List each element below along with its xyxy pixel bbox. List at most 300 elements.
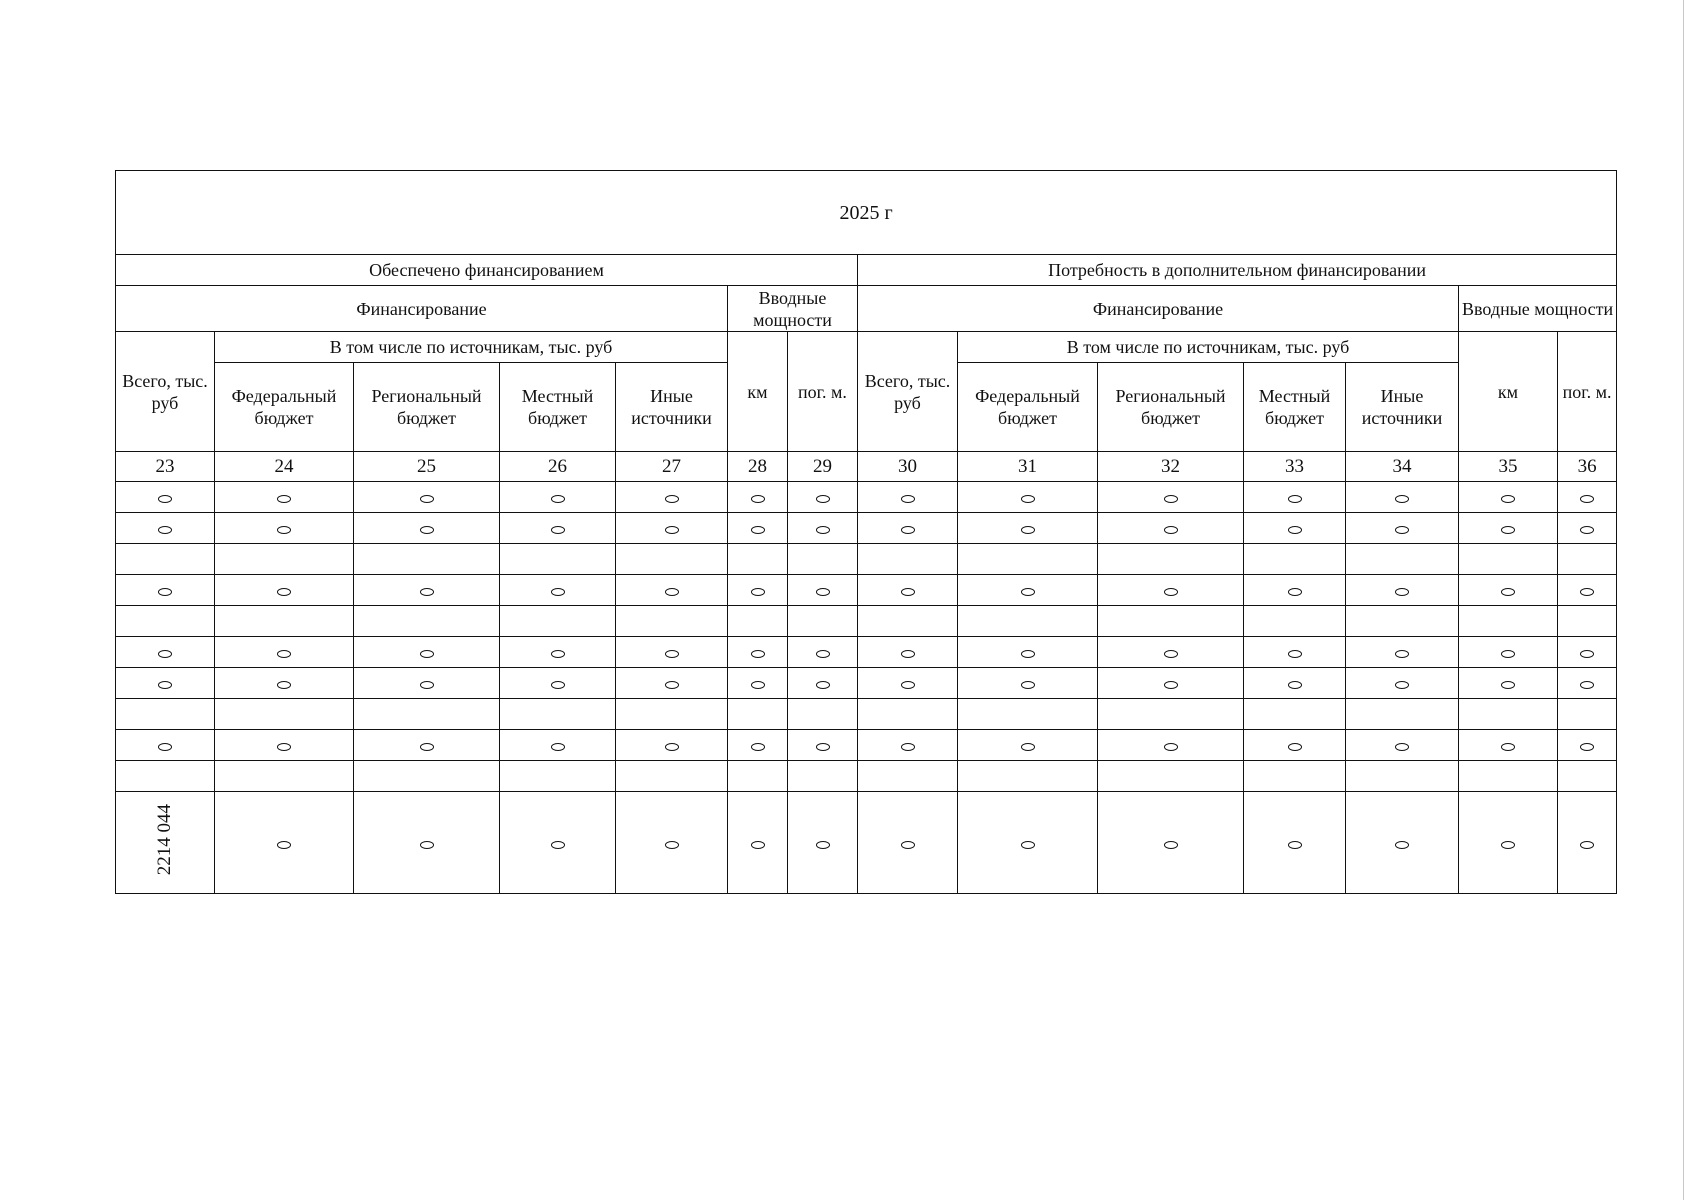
table-row [116,482,1617,513]
table-cell [1244,513,1346,544]
table-cell [354,792,500,894]
need-federal-header: Федеральный бюджет [958,363,1098,452]
table-cell [1244,761,1346,792]
table-cell [116,668,215,699]
table-cell [1098,699,1244,730]
dash-mark [1164,495,1178,503]
table-cell [354,699,500,730]
dash-mark [1395,681,1409,689]
need-sources-header: В том числе по источникам, тыс. руб [958,332,1459,363]
table-cell [616,699,728,730]
secured-km-header: км [728,332,788,452]
dash-mark [1501,588,1515,596]
dash-mark [551,743,565,751]
table-cell [616,668,728,699]
table-cell [354,544,500,575]
table-cell [500,699,616,730]
table-cell [1459,513,1558,544]
dash-mark [901,495,915,503]
need-linear-m-header: пог. м. [1558,332,1617,452]
table-cell [858,513,958,544]
table-cell [858,482,958,513]
table-cell [500,730,616,761]
column-number-cell: 29 [788,452,858,482]
table-cell [500,761,616,792]
dash-mark [816,526,830,534]
table-cell [1558,792,1617,894]
dash-mark [901,841,915,849]
dash-mark [420,526,434,534]
column-numbers-row [116,452,1617,482]
need-financing-label: Финансирование [858,286,1459,332]
dash-mark [277,681,291,689]
table-cell [1459,637,1558,668]
table-row [116,761,1617,792]
table-cell [728,699,788,730]
table-cell [788,637,858,668]
column-number-cell: 33 [1244,452,1346,482]
dash-mark [277,650,291,658]
need-other-header: Иные источники [1346,363,1459,452]
dash-mark [420,588,434,596]
table-cell [1244,699,1346,730]
table-cell [1098,730,1244,761]
table-cell [1558,761,1617,792]
table-cell [354,482,500,513]
table-cell [1558,544,1617,575]
dash-mark [751,650,765,658]
table-cell [215,699,354,730]
dash-mark [1395,650,1409,658]
need-local-header: Местный бюджет [1244,363,1346,452]
dash-mark [158,650,172,658]
dash-mark [901,650,915,658]
dash-mark [1288,526,1302,534]
secured-sources-header: В том числе по источникам, тыс. руб [215,332,728,363]
table-cell [1346,637,1459,668]
table-cell [616,761,728,792]
table-cell [1098,513,1244,544]
dash-mark [1580,681,1594,689]
table-cell [958,513,1098,544]
dash-mark [1021,495,1035,503]
secured-total-header: Всего, тыс. руб [116,332,215,452]
dash-mark [551,495,565,503]
dash-mark [551,841,565,849]
table-cell [616,637,728,668]
column-number-cell: 26 [500,452,616,482]
dash-mark [551,588,565,596]
dash-mark [420,743,434,751]
dash-mark [751,495,765,503]
table-cell [1558,730,1617,761]
table-cell [215,761,354,792]
table-cell [858,761,958,792]
dash-mark [1501,495,1515,503]
table-cell [788,482,858,513]
dash-mark [551,681,565,689]
total-value-cell [116,792,215,894]
dash-mark [665,526,679,534]
table-cell [1459,699,1558,730]
table-cell [354,730,500,761]
column-number-cell: 28 [728,452,788,482]
table-cell [1346,482,1459,513]
table-cell [616,606,728,637]
table-cell [958,637,1098,668]
additional-need-header: Потребность в дополнительном финансировании [858,255,1617,286]
table-cell [728,544,788,575]
dash-mark [751,841,765,849]
column-number-cell: 35 [1459,452,1558,482]
table-cell [1346,730,1459,761]
table-cell [116,513,215,544]
table-cell [116,699,215,730]
secured-regional-header: Региональный бюджет [354,363,500,452]
table-cell [788,699,858,730]
table-cell [1244,730,1346,761]
table-cell [215,730,354,761]
table-cell [1346,575,1459,606]
table-cell [1346,513,1459,544]
table-cell [1098,544,1244,575]
table-cell [958,761,1098,792]
table-cell [1244,606,1346,637]
column-number-cell: 32 [1098,452,1244,482]
table-cell [500,668,616,699]
table-cell [1558,513,1617,544]
secured-financing-header: Обеспечено финансированием [116,255,858,286]
dash-mark [816,650,830,658]
table-cell [1244,482,1346,513]
dash-mark [1395,495,1409,503]
dash-mark [420,495,434,503]
table-cell [1459,761,1558,792]
table-cell [500,575,616,606]
table-row [116,730,1617,761]
table-cell [116,482,215,513]
table-row [116,544,1617,575]
table-cell [1098,482,1244,513]
dash-mark [158,588,172,596]
dash-mark [277,743,291,751]
total-value: 2214 044 [154,804,175,876]
table-cell [354,637,500,668]
dash-mark [1580,526,1594,534]
secured-other-header: Иные источники [616,363,728,452]
table-cell [958,575,1098,606]
dash-mark [901,681,915,689]
dash-mark [816,495,830,503]
need-capacity-label: Вводные мощности [1459,286,1617,332]
dash-mark [158,743,172,751]
year-header: 2025 г [116,171,1617,255]
column-number-cell: 24 [215,452,354,482]
secured-local-header: Местный бюджет [500,363,616,452]
dash-mark [277,495,291,503]
table-cell [728,761,788,792]
table-cell [1459,668,1558,699]
table-cell [858,637,958,668]
table-cell [1098,668,1244,699]
table-row [116,699,1617,730]
table-cell [116,761,215,792]
table-cell [616,513,728,544]
dash-mark [1164,681,1178,689]
table-cell [354,575,500,606]
table-cell [1346,699,1459,730]
table-cell [858,544,958,575]
dash-mark [1501,743,1515,751]
table-cell [1346,606,1459,637]
dash-mark [1395,526,1409,534]
dash-mark [1164,588,1178,596]
dash-mark [420,841,434,849]
table-cell [788,575,858,606]
table-cell [215,668,354,699]
table-cell [1558,575,1617,606]
dash-mark [751,743,765,751]
dash-mark [277,526,291,534]
dash-mark [1021,743,1035,751]
table-cell [1558,482,1617,513]
table-cell [215,482,354,513]
dash-mark [1395,841,1409,849]
total-row [116,792,1617,894]
dash-mark [1288,588,1302,596]
table-cell [1244,668,1346,699]
secured-financing-label: Финансирование [116,286,728,332]
column-number-cell: 27 [616,452,728,482]
table-cell [215,513,354,544]
table-cell [958,668,1098,699]
table-cell [958,730,1098,761]
dash-mark [158,526,172,534]
dash-mark [665,650,679,658]
secured-federal-header: Федеральный бюджет [215,363,354,452]
table-cell [728,513,788,544]
table-cell [116,637,215,668]
table-cell [616,575,728,606]
dash-mark [901,526,915,534]
table-cell [215,575,354,606]
table-cell [728,637,788,668]
need-km-header: км [1459,332,1558,452]
page-edge-line [1683,0,1684,1200]
table-cell [354,606,500,637]
dash-mark [751,526,765,534]
table-cell [1244,544,1346,575]
column-number-cell: 34 [1346,452,1459,482]
table-cell [788,513,858,544]
table-cell [1558,606,1617,637]
table-cell [354,668,500,699]
dash-mark [551,526,565,534]
dash-mark [1501,650,1515,658]
column-number-cell: 25 [354,452,500,482]
table-cell [500,637,616,668]
column-number-cell: 23 [116,452,215,482]
table-cell [1098,606,1244,637]
table-cell [858,668,958,699]
column-number-cell: 36 [1558,452,1617,482]
dash-mark [1501,681,1515,689]
table-cell [500,482,616,513]
dash-mark [158,681,172,689]
table-cell [958,544,1098,575]
financing-table [115,170,1617,894]
dash-mark [1580,588,1594,596]
dash-mark [420,681,434,689]
table-row [116,668,1617,699]
dash-mark [1021,681,1035,689]
table-cell [616,482,728,513]
dash-mark [1164,526,1178,534]
table-row [116,575,1617,606]
dash-mark [1288,650,1302,658]
dash-mark [665,495,679,503]
dash-mark [901,743,915,751]
table-cell [1459,482,1558,513]
table-cell [858,575,958,606]
dash-mark [1395,588,1409,596]
dash-mark [901,588,915,596]
table-cell [1346,761,1459,792]
table-cell [788,606,858,637]
table-cell [1244,792,1346,894]
table-cell [1098,637,1244,668]
column-number-cell: 30 [858,452,958,482]
table-cell [116,606,215,637]
table-cell [858,730,958,761]
table-cell [1459,792,1558,894]
table-cell [354,761,500,792]
need-total-header: Всего, тыс. руб [858,332,958,452]
table-cell [728,730,788,761]
table-cell [858,792,958,894]
dash-mark [1580,743,1594,751]
dash-mark [1580,650,1594,658]
dash-mark [816,743,830,751]
table-cell [788,761,858,792]
table-cell [788,668,858,699]
table-cell [500,606,616,637]
table-cell [116,730,215,761]
table-cell [500,513,616,544]
secured-capacity-label: Вводные мощности [728,286,858,332]
dash-mark [277,588,291,596]
dash-mark [1021,526,1035,534]
dash-mark [665,841,679,849]
table-cell [116,544,215,575]
table-cell [728,668,788,699]
table-cell [1459,575,1558,606]
table-cell [728,606,788,637]
dash-mark [816,588,830,596]
dash-mark [1288,743,1302,751]
table-cell [1558,699,1617,730]
table-cell [116,575,215,606]
table-cell [1459,730,1558,761]
table-cell [1346,668,1459,699]
table-row [116,606,1617,637]
table-cell [1558,668,1617,699]
dash-mark [1288,841,1302,849]
table-cell [1098,792,1244,894]
dash-mark [665,743,679,751]
table-cell [728,792,788,894]
table-cell [354,513,500,544]
table-cell [616,792,728,894]
need-regional-header: Региональный бюджет [1098,363,1244,452]
dash-mark [1501,841,1515,849]
table-cell [858,699,958,730]
dash-mark [1580,495,1594,503]
table-row [116,637,1617,668]
table-cell [1558,637,1617,668]
dash-mark [816,681,830,689]
dash-mark [751,588,765,596]
secured-linear-m-header: пог. м. [788,332,858,452]
column-number-cell: 31 [958,452,1098,482]
dash-mark [158,495,172,503]
table-cell [788,730,858,761]
dash-mark [1395,743,1409,751]
table-cell [788,792,858,894]
table-cell [1244,575,1346,606]
table-cell [215,637,354,668]
table-cell [616,730,728,761]
dash-mark [277,841,291,849]
table-row [116,513,1617,544]
table-cell [215,792,354,894]
dash-mark [420,650,434,658]
dash-mark [1164,650,1178,658]
table-cell [1459,544,1558,575]
dash-mark [1021,841,1035,849]
dash-mark [1580,841,1594,849]
table-cell [215,606,354,637]
dash-mark [1164,743,1178,751]
table-cell [500,544,616,575]
table-cell [215,544,354,575]
dash-mark [816,841,830,849]
dash-mark [1501,526,1515,534]
table-cell [616,544,728,575]
table-cell [500,792,616,894]
dash-mark [1288,495,1302,503]
table-cell [1244,637,1346,668]
table-cell [1459,606,1558,637]
table-cell [858,606,958,637]
table-cell [958,699,1098,730]
table-cell [1098,575,1244,606]
dash-mark [665,681,679,689]
dash-mark [1164,841,1178,849]
table-cell [958,792,1098,894]
table-cell [728,482,788,513]
dash-mark [751,681,765,689]
dash-mark [665,588,679,596]
table-cell [958,606,1098,637]
table-cell [1346,544,1459,575]
dash-mark [1021,588,1035,596]
table-cell [788,544,858,575]
dash-mark [551,650,565,658]
table-cell [1098,761,1244,792]
table-cell [958,482,1098,513]
dash-mark [1288,681,1302,689]
